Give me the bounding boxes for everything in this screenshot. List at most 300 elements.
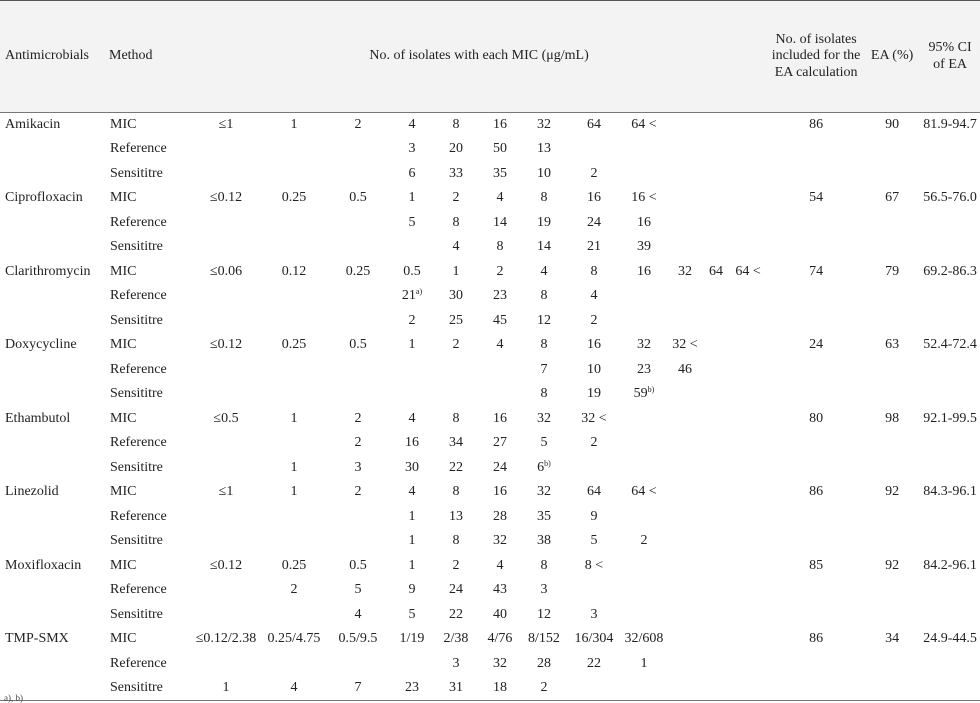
- included-count: [768, 211, 864, 236]
- method-cell: MIC: [110, 263, 137, 279]
- mic-cell: 28: [537, 655, 551, 671]
- mic-cell: 1: [408, 337, 416, 353]
- included-count: [768, 137, 864, 162]
- mic-cell: 8/152: [528, 631, 560, 647]
- mic-cell: [666, 627, 704, 652]
- mic-cell: 2: [452, 337, 460, 353]
- mic-cell: 19: [587, 386, 601, 402]
- mic-cell: 16/304: [574, 631, 614, 647]
- mic-cell: 1: [408, 557, 416, 573]
- ea-value: [864, 456, 920, 481]
- mic-cell: 0.25: [281, 557, 307, 573]
- mic-cell: 4/76: [487, 631, 513, 647]
- mic-cell: [326, 137, 390, 162]
- mic-cell: 8: [452, 116, 460, 132]
- ea-value: 67: [885, 190, 900, 206]
- mic-cell: [190, 382, 262, 407]
- mic-cell: [728, 284, 768, 309]
- ci-value: [920, 431, 980, 456]
- mic-cell: [666, 162, 704, 187]
- mic-cell: 0.5: [349, 337, 367, 353]
- mic-cell: 30: [405, 459, 419, 475]
- mic-cell: 3: [540, 582, 548, 598]
- mic-cell: [728, 407, 768, 432]
- ea-value: [864, 284, 920, 309]
- ea-value: [864, 382, 920, 407]
- ea-value: [864, 529, 920, 554]
- mic-cell: [262, 505, 326, 530]
- table-row: [0, 578, 980, 603]
- table-row: [0, 113, 980, 138]
- mic-cell: 32: [537, 410, 551, 426]
- mic-cell: [666, 603, 704, 628]
- mic-cell: [704, 113, 728, 138]
- header-antimicrobials: Antimicrobials: [0, 1, 104, 113]
- mic-cell: 64 <: [631, 484, 657, 500]
- ci-value: [920, 578, 980, 603]
- mic-cell: [190, 162, 262, 187]
- ci-value: 84.3-96.1: [923, 484, 977, 500]
- mic-cell: 32: [537, 116, 551, 132]
- mic-cell: 35: [493, 165, 507, 181]
- ci-value: 84.2-96.1: [923, 557, 977, 573]
- mic-cell: 2: [590, 312, 598, 328]
- mic-cell: 7: [540, 361, 548, 377]
- ci-value: [920, 162, 980, 187]
- ci-value: 52.4-72.4: [923, 337, 977, 353]
- ci-value: [920, 529, 980, 554]
- mic-cell: ≤0.12: [209, 190, 243, 206]
- mic-cell: [728, 480, 768, 505]
- ci-value: [920, 284, 980, 309]
- mic-cell: [262, 382, 326, 407]
- mic-cell: [262, 529, 326, 554]
- mic-cell: 27: [493, 435, 507, 451]
- mic-cell: [666, 309, 704, 334]
- mic-cell: [728, 627, 768, 652]
- ea-value: 63: [885, 337, 900, 353]
- table-row: [0, 480, 980, 505]
- mic-cell: 2: [290, 582, 298, 598]
- method-cell: Sensititre: [110, 533, 163, 549]
- ci-value: [920, 456, 980, 481]
- mic-cell: [190, 603, 262, 628]
- mic-cell: ≤1: [218, 116, 234, 132]
- mic-cell: 3: [408, 141, 416, 157]
- drug-name: Clarithromycin: [5, 263, 91, 279]
- method-cell: MIC: [110, 557, 137, 573]
- mic-cell: [622, 309, 666, 334]
- mic-cell: 14: [537, 239, 551, 255]
- mic-cell: 2: [640, 533, 648, 549]
- ea-value: 90: [885, 116, 900, 132]
- mic-cell: 39: [637, 239, 651, 255]
- mic-cell: 16 <: [631, 190, 657, 206]
- mic-cell: 16: [637, 214, 651, 230]
- mic-cell: 16: [493, 484, 507, 500]
- mic-cell: [326, 529, 390, 554]
- ea-value: [864, 358, 920, 383]
- mic-cell: 1: [290, 116, 298, 132]
- mic-cell: [326, 505, 390, 530]
- mic-cell: [728, 431, 768, 456]
- mic-cell: ≤0.12/2.38: [195, 631, 257, 647]
- mic-cell: ≤0.5: [213, 410, 239, 426]
- mic-cell: 8: [540, 190, 548, 206]
- method-cell: Sensititre: [104, 676, 190, 701]
- mic-cell: 64: [709, 263, 723, 279]
- method-cell: Sensititre: [110, 165, 163, 181]
- mic-cell: [326, 309, 390, 334]
- mic-cell: 22: [587, 655, 601, 671]
- mic-cell: [666, 480, 704, 505]
- ea-value: 98: [885, 410, 900, 426]
- ea-value: [864, 235, 920, 260]
- mic-cell: [704, 505, 728, 530]
- included-count: [768, 505, 864, 530]
- mic-cell: 8 <: [584, 557, 604, 573]
- mic-cell: [262, 211, 326, 236]
- drug-name: Amikacin: [5, 116, 61, 132]
- mic-cell: 32 <: [672, 337, 698, 353]
- mic-cell: [262, 309, 326, 334]
- mic-cell: [666, 113, 704, 138]
- mic-cell: [190, 211, 262, 236]
- mic-cell: ≤0.12: [209, 337, 243, 353]
- header-row: [0, 1, 980, 113]
- mic-cell: 2: [452, 190, 460, 206]
- mic-cell: [262, 652, 326, 677]
- mic-cell: [522, 456, 566, 481]
- mic-cell: [728, 652, 768, 677]
- mic-cell: [704, 137, 728, 162]
- mic-cell: [728, 211, 768, 236]
- ea-value: [864, 603, 920, 628]
- mic-cell: [666, 652, 704, 677]
- mic-cell: [728, 137, 768, 162]
- header-mic: No. of isolates with each MIC (μg/mL): [190, 1, 768, 113]
- mic-cell: 0.5/9.5: [338, 631, 378, 647]
- mic-cell: 50: [493, 141, 507, 157]
- mic-cell: ≤1: [218, 484, 234, 500]
- mic-cell: [666, 284, 704, 309]
- mic-cell: [704, 627, 728, 652]
- mic-value: 6: [537, 459, 545, 475]
- ea-value: [864, 676, 920, 701]
- included-count: [768, 603, 864, 628]
- mic-cell: 4: [408, 116, 416, 132]
- mic-cell: [326, 284, 390, 309]
- mic-cell: 8: [452, 533, 460, 549]
- table-row: [0, 456, 980, 481]
- mic-cell: 5: [540, 435, 548, 451]
- mic-cell: 5: [408, 606, 416, 622]
- mic-cell: 1: [290, 410, 298, 426]
- mic-cell: 9: [590, 508, 598, 524]
- drug-name: Ethambutol: [5, 410, 71, 426]
- table-row: [0, 529, 980, 554]
- mic-cell: 8: [540, 337, 548, 353]
- method-cell: Reference: [110, 214, 167, 230]
- mic-cell: 4: [496, 337, 504, 353]
- mic-cell: [666, 407, 704, 432]
- mic-cell: 1: [290, 484, 298, 500]
- mic-cell: [622, 431, 666, 456]
- mic-cell: [704, 431, 728, 456]
- mic-cell: 21: [587, 239, 601, 255]
- mic-cell: 2: [496, 263, 504, 279]
- drug-name: [0, 211, 104, 236]
- mic-cell: [666, 211, 704, 236]
- mic-cell: 0.25: [345, 263, 371, 279]
- mic-cell: [622, 676, 666, 701]
- mic-cell: [704, 456, 728, 481]
- mic-cell: [622, 456, 666, 481]
- header-ea: EA (%): [864, 1, 920, 113]
- mic-cell: 33: [449, 165, 463, 181]
- mic-cell: [704, 407, 728, 432]
- mic-cell: [704, 676, 728, 701]
- mic-cell: 0.5: [403, 263, 421, 279]
- footnote-marker: b): [647, 385, 655, 395]
- ci-value: [920, 235, 980, 260]
- mic-cell: [326, 235, 390, 260]
- ci-value: [920, 211, 980, 236]
- drug-name: Doxycycline: [5, 337, 77, 353]
- ci-value: [920, 676, 980, 701]
- mic-cell: 0.25: [281, 337, 307, 353]
- drug-name: [0, 382, 104, 407]
- mic-cell: [390, 284, 434, 309]
- ea-value: 79: [885, 263, 900, 279]
- included-count: [768, 652, 864, 677]
- mic-cell: [728, 603, 768, 628]
- mic-cell: [728, 382, 768, 407]
- mic-cell: [566, 676, 622, 701]
- mic-cell: 8: [452, 410, 460, 426]
- included-count: 24: [809, 337, 824, 353]
- mic-cell: [728, 333, 768, 358]
- mic-cell: 24: [449, 582, 463, 598]
- included-count: [768, 382, 864, 407]
- mic-cell: 4: [354, 606, 362, 622]
- mic-cell: [622, 407, 666, 432]
- table-row: [0, 260, 980, 285]
- drug-name: [0, 309, 104, 334]
- method-cell: Reference: [110, 361, 167, 377]
- ea-value: [864, 162, 920, 187]
- mic-cell: 0.25/4.75: [267, 631, 321, 647]
- mic-cell: 64: [587, 116, 601, 132]
- mic-cell: 45: [493, 312, 507, 328]
- mic-cell: [622, 603, 666, 628]
- mic-cell: [666, 529, 704, 554]
- table-row: [0, 137, 980, 162]
- mic-cell: 34: [449, 435, 463, 451]
- mic-cell: [190, 456, 262, 481]
- ci-value: [920, 137, 980, 162]
- mic-cell: [190, 358, 262, 383]
- mic-cell: 4: [452, 239, 460, 255]
- mic-cell: 1: [408, 190, 416, 206]
- mic-cell: [434, 382, 478, 407]
- table-row: [0, 333, 980, 358]
- mic-cell: [666, 456, 704, 481]
- mic-cell: [666, 676, 704, 701]
- mic-cell: [190, 309, 262, 334]
- mic-cell: [190, 431, 262, 456]
- included-count: [768, 284, 864, 309]
- method-cell: Sensititre: [110, 459, 163, 475]
- mic-cell: 1: [640, 655, 648, 671]
- ea-value: [864, 431, 920, 456]
- mic-cell: 5: [408, 214, 416, 230]
- mic-cell: [190, 235, 262, 260]
- mic-cell: [390, 382, 434, 407]
- drug-name: TMP-SMX: [5, 631, 69, 647]
- drug-name: [0, 162, 104, 187]
- mic-cell: 1: [190, 676, 262, 701]
- mic-cell: [262, 235, 326, 260]
- ea-value: [864, 578, 920, 603]
- table-row: [0, 676, 980, 701]
- mic-cell: [326, 382, 390, 407]
- mic-cell: [666, 431, 704, 456]
- ci-value: 92.1-99.5: [923, 410, 977, 426]
- mic-cell: 46: [678, 361, 692, 377]
- mic-value: 59: [633, 386, 648, 402]
- table-row: [0, 554, 980, 579]
- mic-cell: 16: [493, 410, 507, 426]
- mic-cell: 13: [449, 508, 463, 524]
- included-count: [768, 235, 864, 260]
- included-count: 86: [809, 116, 824, 132]
- mic-cell: 16: [587, 190, 601, 206]
- mic-cell: 24: [587, 214, 601, 230]
- mic-cell: 19: [537, 214, 551, 230]
- ea-value: 34: [885, 631, 900, 647]
- mic-cell: [704, 162, 728, 187]
- mic-cell: 13: [537, 141, 551, 157]
- mic-cell: 8: [540, 288, 548, 304]
- mic-cell: 23: [390, 676, 434, 701]
- mic-cell: [704, 358, 728, 383]
- mic-cell: 4: [540, 263, 548, 279]
- table-row: [0, 284, 980, 309]
- mic-cell: 0.25: [281, 190, 307, 206]
- mic-cell: [704, 603, 728, 628]
- method-cell: Reference: [110, 508, 167, 524]
- mic-cell: [190, 578, 262, 603]
- header-included: No. of isolates included for the EA calculation: [768, 1, 864, 113]
- ci-value: 69.2-86.3: [923, 263, 977, 279]
- drug-name: [0, 505, 104, 530]
- mic-cell: [704, 529, 728, 554]
- mic-cell: [622, 284, 666, 309]
- table-row: [0, 309, 980, 334]
- mic-cell: 32: [678, 263, 692, 279]
- mic-cell: 14: [493, 214, 507, 230]
- mic-cell: 24: [493, 459, 507, 475]
- included-count: 54: [809, 190, 824, 206]
- mic-cell: [728, 113, 768, 138]
- mic-cell: 8: [452, 484, 460, 500]
- mic-cell: 0.12: [281, 263, 307, 279]
- mic-cell: [326, 162, 390, 187]
- mic-cell: 64 <: [631, 116, 657, 132]
- table-row: [0, 603, 980, 628]
- mic-cell: 8: [540, 557, 548, 573]
- mic-cell: 38: [537, 533, 551, 549]
- mic-cell: [704, 652, 728, 677]
- drug-name: [0, 137, 104, 162]
- mic-cell: 2: [354, 484, 362, 500]
- mic-cell: 16: [637, 263, 651, 279]
- drug-name: Linezolid: [5, 484, 59, 500]
- mic-cell: ≤0.12: [209, 557, 243, 573]
- mic-cell: [390, 235, 434, 260]
- mic-cell: 12: [537, 606, 551, 622]
- mic-cell: [190, 137, 262, 162]
- table-body: [0, 113, 980, 701]
- included-count: [768, 676, 864, 701]
- mic-cell: [728, 529, 768, 554]
- included-count: 86: [809, 484, 824, 500]
- mic-cell: [190, 652, 262, 677]
- mic-cell: [728, 676, 768, 701]
- included-count: 74: [809, 263, 824, 279]
- table-row: [0, 407, 980, 432]
- mic-cell: 32/608: [624, 631, 664, 647]
- mic-cell: [728, 578, 768, 603]
- mic-cell: [666, 505, 704, 530]
- mic-cell: 2: [522, 676, 566, 701]
- mic-cell: [262, 137, 326, 162]
- drug-name: [0, 358, 104, 383]
- mic-cell: 3: [452, 655, 460, 671]
- drug-name: Moxifloxacin: [5, 557, 82, 573]
- table-row: [0, 505, 980, 530]
- mic-cell: [704, 554, 728, 579]
- mic-cell: [728, 505, 768, 530]
- mic-cell: 35: [537, 508, 551, 524]
- mic-cell: [326, 652, 390, 677]
- mic-cell: 2: [452, 557, 460, 573]
- mic-cell: 30: [449, 288, 463, 304]
- mic-cell: 16: [493, 116, 507, 132]
- mic-cell: 2: [354, 116, 362, 132]
- drug-name: [0, 529, 104, 554]
- mic-cell: 64 <: [735, 263, 761, 279]
- mic-cell: 8: [540, 386, 548, 402]
- mic-cell: [326, 358, 390, 383]
- mic-cell: 4: [496, 190, 504, 206]
- ci-value: 24.9-44.5: [923, 631, 977, 647]
- mic-cell: [566, 578, 622, 603]
- table-row: [0, 431, 980, 456]
- mic-cell: [704, 186, 728, 211]
- footnote-marker: a): [415, 287, 423, 297]
- mic-cell: 64: [587, 484, 601, 500]
- ea-value: 92: [885, 557, 900, 573]
- mic-cell: [478, 358, 522, 383]
- mic-cell: [728, 554, 768, 579]
- drug-name: [0, 603, 104, 628]
- table-row: [0, 162, 980, 187]
- mic-cell: [478, 382, 522, 407]
- mic-cell: [190, 284, 262, 309]
- mic-cell: [704, 578, 728, 603]
